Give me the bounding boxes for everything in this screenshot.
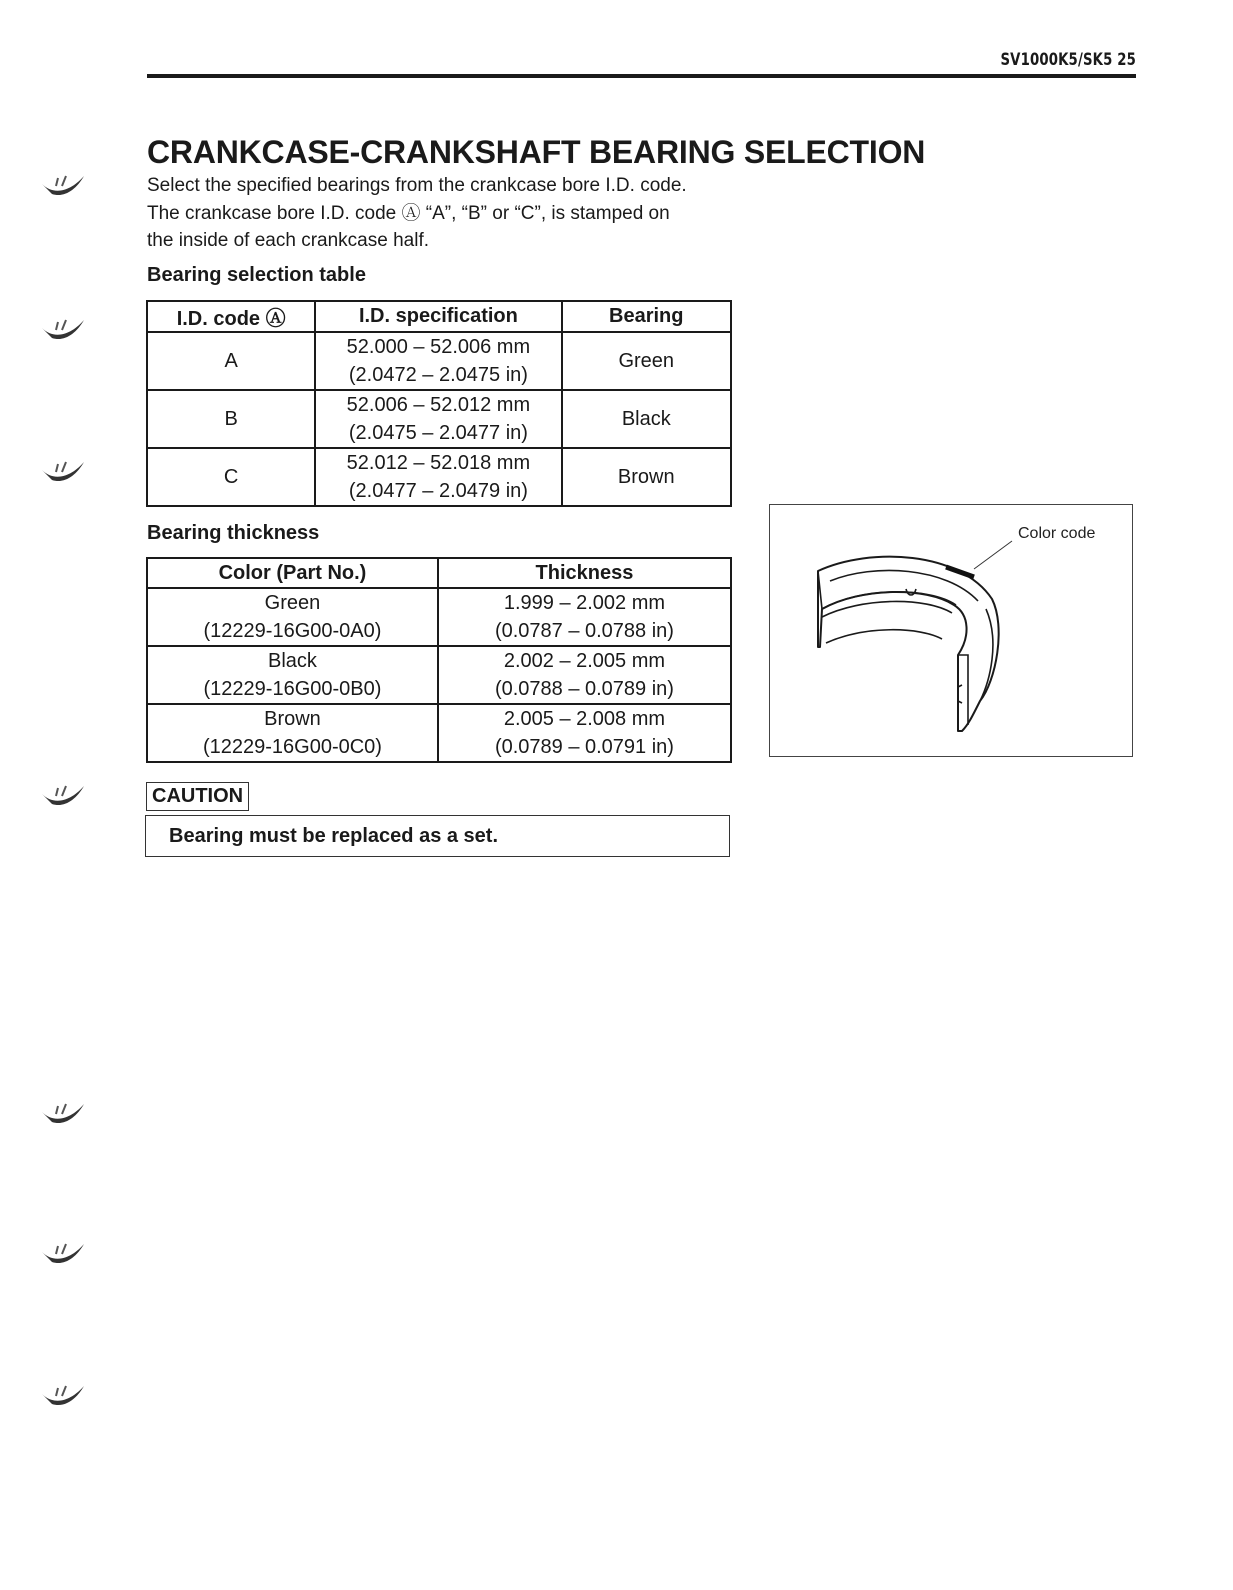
id-spec-cell — [315, 390, 561, 448]
id-code-cell: B — [147, 390, 315, 448]
column-header: I.D. code Ⓐ — [147, 301, 315, 332]
table-row — [147, 448, 731, 506]
thickness-cell — [438, 588, 731, 646]
id-code-cell: A — [147, 332, 315, 390]
table-row — [147, 704, 731, 762]
caution-label: CAUTION — [146, 782, 249, 811]
intro-paragraph — [147, 172, 747, 255]
id-code-cell: C — [147, 448, 315, 506]
spec-mm: 52.012 – 52.018 mm — [346, 452, 531, 474]
bearing-thickness-table — [146, 557, 732, 763]
table-row — [147, 390, 731, 448]
color-part-cell — [147, 646, 438, 704]
id-spec-cell — [315, 448, 561, 506]
spec-mm: 52.006 – 52.012 mm — [346, 394, 531, 416]
bearing-illustration — [769, 504, 1133, 757]
caution-box: Bearing must be replaced as a set. — [145, 815, 730, 857]
thickness-in: (0.0787 – 0.0788 in) — [494, 620, 674, 642]
spec-mm: 52.000 – 52.006 mm — [346, 336, 531, 358]
intro-line: the inside of each crankcase half. — [147, 230, 430, 251]
table-row — [147, 332, 731, 390]
part-number: (12229-16G00-0B0) — [203, 678, 382, 700]
binding-mark-icon — [38, 782, 88, 810]
header-rule — [147, 74, 1136, 78]
thickness-mm: 1.999 – 2.002 mm — [503, 592, 666, 614]
binding-mark-icon — [38, 458, 88, 486]
intro-line: Select the specified bearings from the crankcase bore I.D. code. — [147, 175, 687, 196]
binding-mark-icon — [38, 316, 88, 344]
column-header: Color (Part No.) — [147, 558, 438, 588]
bearing-shell-icon — [770, 505, 1132, 756]
thickness-in: (0.0789 – 0.0791 in) — [494, 736, 674, 758]
table-row — [147, 588, 731, 646]
binding-mark-icon — [38, 1100, 88, 1128]
table-header-row — [147, 301, 731, 332]
color-code-label: Color code — [1018, 525, 1096, 542]
part-number: (12229-16G00-0C0) — [202, 736, 382, 758]
bearing-color-cell: Brown — [562, 448, 731, 506]
spec-in: (2.0472 – 2.0475 in) — [348, 364, 528, 386]
color-part-cell — [147, 588, 438, 646]
binding-mark-icon — [38, 1382, 88, 1410]
thickness-mm: 2.005 – 2.008 mm — [503, 708, 666, 730]
thickness-table-heading: Bearing thickness — [147, 522, 320, 544]
intro-line: The crankcase bore I.D. code Ⓐ “A”, “B” or “C”, is stamped on — [147, 202, 670, 224]
thickness-mm: 2.002 – 2.005 mm — [503, 650, 666, 672]
spec-in: (2.0475 – 2.0477 in) — [348, 422, 528, 444]
column-header: Thickness — [438, 558, 731, 588]
bearing-selection-table — [146, 300, 732, 507]
binding-mark-icon — [38, 172, 88, 200]
section-title: CRANKCASE-CRANKSHAFT BEARING SELECTION — [147, 134, 926, 170]
table-header-row — [147, 558, 731, 588]
binding-mark-icon — [38, 1240, 88, 1268]
color-part-cell — [147, 704, 438, 762]
color-name: Black — [268, 650, 317, 672]
color-name: Brown — [264, 708, 321, 730]
part-number: (12229-16G00-0A0) — [203, 620, 382, 642]
thickness-cell — [438, 646, 731, 704]
page-header-model-and-number: SV1000K5/SK5 25 — [1000, 50, 1136, 70]
thickness-in: (0.0788 – 0.0789 in) — [494, 678, 674, 700]
id-spec-cell — [315, 332, 561, 390]
column-header: I.D. specification — [315, 301, 561, 332]
color-name: Green — [264, 592, 321, 614]
thickness-cell — [438, 704, 731, 762]
table-row — [147, 646, 731, 704]
column-header: Bearing — [562, 301, 731, 332]
bearing-color-cell: Green — [562, 332, 731, 390]
bearing-color-cell: Black — [562, 390, 731, 448]
selection-table-heading: Bearing selection table — [147, 264, 366, 286]
spec-in: (2.0477 – 2.0479 in) — [348, 480, 528, 502]
